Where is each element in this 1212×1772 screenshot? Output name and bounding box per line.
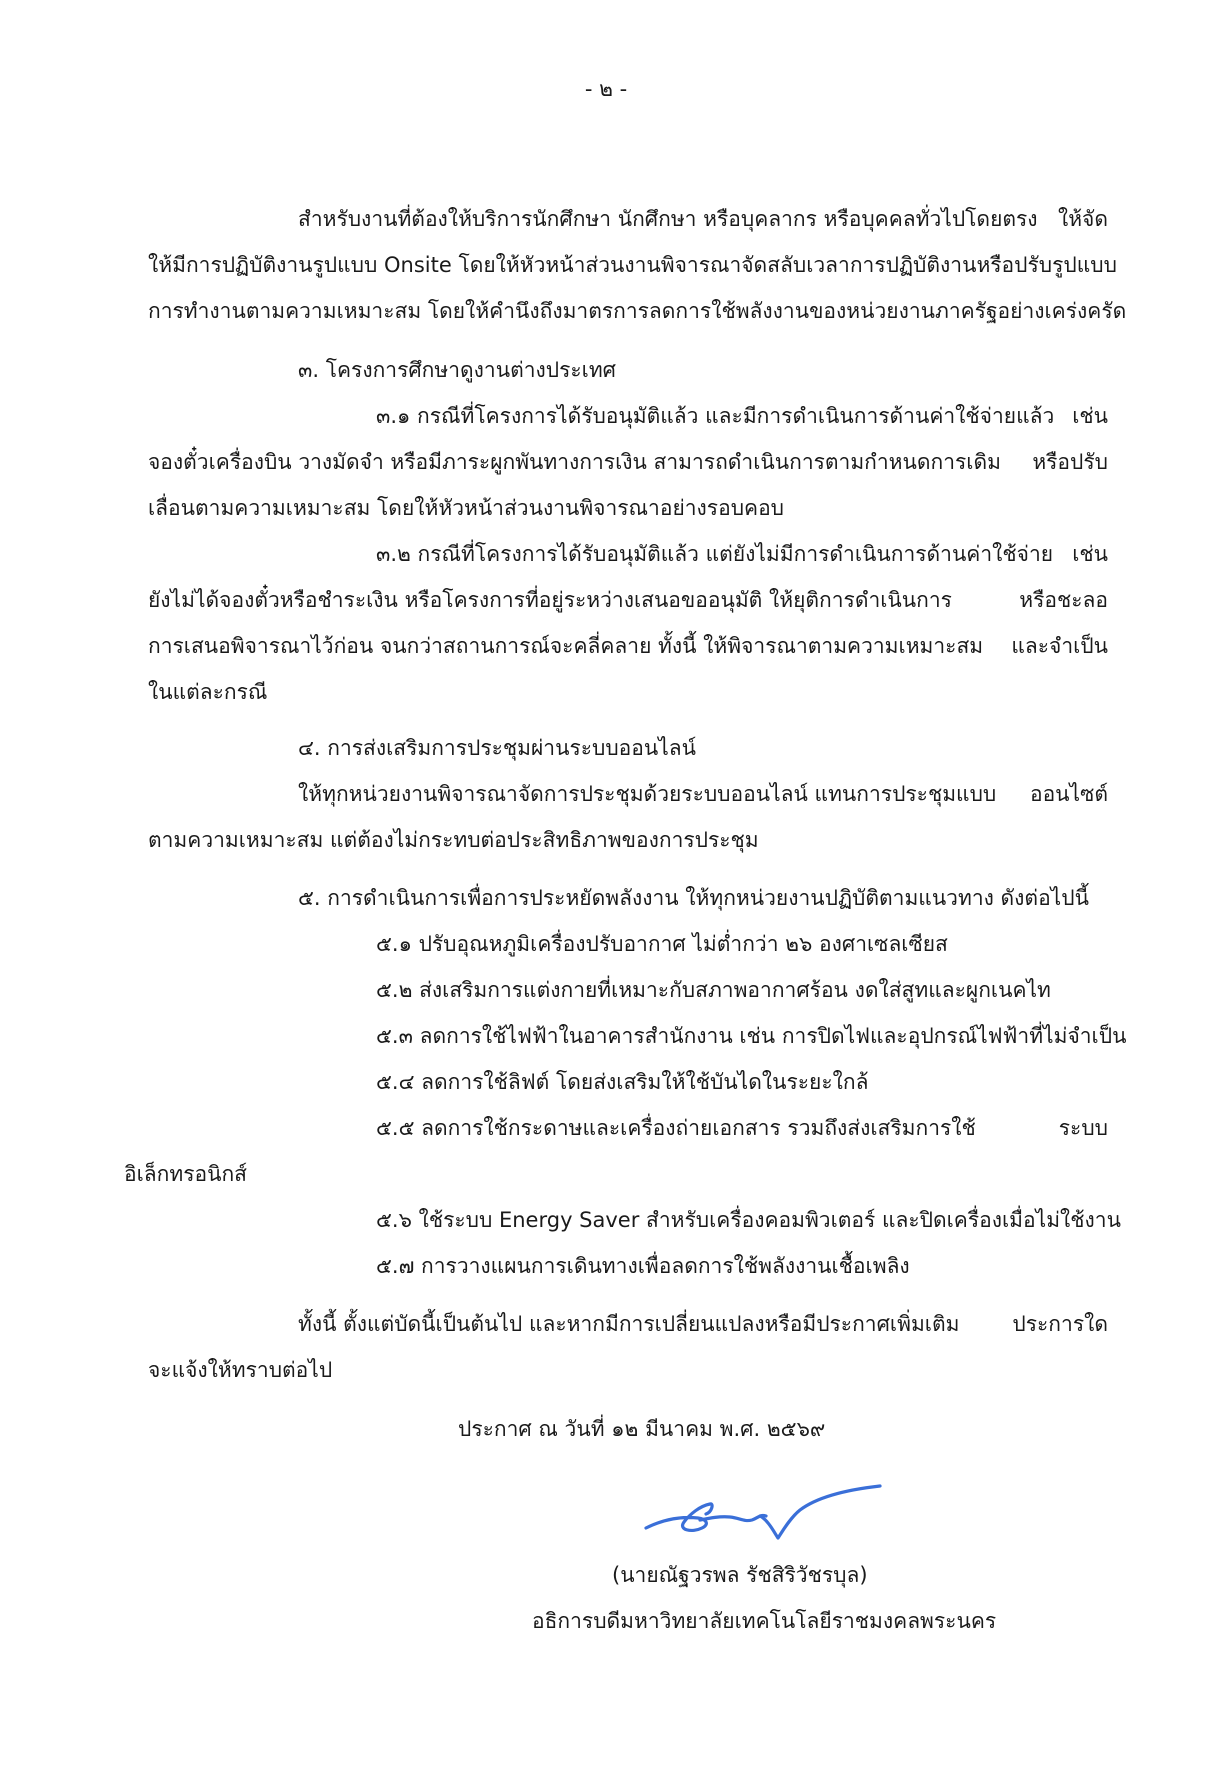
section-4-line-2: ตามความเหมาะสม แต่ต้องไม่กระทบต่อประสิทธิภาพของการประชุม [148,828,759,852]
section-3-1-line-1 [376,401,1108,431]
section-5-1: ๕.๑ ปรับอุณหภูมิเครื่องปรับอากาศ ไม่ต่ำกว่า ๒๖ องศาเซลเซียส [376,932,948,956]
section-3-2-line-1-end: เช่น [1072,542,1108,566]
section-5-3: ๕.๓ ลดการใช้ไฟฟ้าในอาคารสำนักงาน เช่น การปิดไฟและอุปกรณ์ไฟฟ้าที่ไม่จำเป็น [376,1024,1127,1048]
closing-line-1 [298,1309,1108,1339]
section-3-heading: ๓. โครงการศึกษาดูงานต่างประเทศ [298,358,616,382]
intro-line-1 [298,204,1108,234]
intro-line-1-text: สำหรับงานที่ต้องให้บริการนักศึกษา นักศึกษา หรือบุคลากร หรือบุคคลทั่วไปโดยตรง [298,207,1038,231]
section-4-line-1-end: ออนไซต์ [1029,782,1108,806]
section-5-5-end: ระบบ [1058,1116,1108,1140]
section-3-1-line-3: เลื่อนตามความเหมาะสม โดยให้หัวหน้าส่วนงานพิจารณาอย่างรอบคอบ [148,496,785,520]
section-5-5-text: ๕.๕ ลดการใช้กระดาษและเครื่องถ่ายเอกสาร รวมถึงส่งเสริมการใช้ [376,1116,976,1140]
section-3-2-line-2-text: ยังไม่ได้จองตั๋วหรือชำระเงิน หรือโครงการที่อยู่ระหว่างเสนอขออนุมัติ ให้ยุติการดำเนินการ [148,588,952,612]
section-3-1-line-1-end: เช่น [1072,404,1108,428]
section-3-2-line-4: ในแต่ละกรณี [148,680,268,704]
intro-line-2-end: หรือปรับรูปแบบ [976,253,1117,277]
section-3-1-line-2-end: หรือปรับ [1032,450,1108,474]
section-5-5 [376,1113,1108,1143]
section-3-2-line-1-text: ๓.๒ กรณีที่โครงการได้รับอนุมัติแล้ว แต่ยังไม่มีการดำเนินการด้านค่าใช้จ่าย [376,542,1054,566]
section-5-4: ๕.๔ ลดการใช้ลิฟต์ โดยส่งเสริมให้ใช้บันไดในระยะใกล้ [376,1070,869,1094]
section-3-1-line-2-text: จองตั๋วเครื่องบิน วางมัดจำ หรือมีภาระผูกพันทางการเงิน สามารถดำเนินการตามกำหนดการเดิม [148,450,1001,474]
closing-line-1-end: ประการใด [1012,1312,1108,1336]
page-number: - ๒ - [584,77,628,101]
intro-line-2 [148,250,1117,280]
section-3-2-line-3-end: และจำเป็น [1011,634,1108,658]
section-5-6: ๕.๖ ใช้ระบบ Energy Saver สำหรับเครื่องคอมพิวเตอร์ และปิดเครื่องเมื่อไม่ใช้งาน [376,1208,1121,1232]
section-3-1-line-1-text: ๓.๑ กรณีที่โครงการได้รับอนุมัติแล้ว และมีการดำเนินการด้านค่าใช้จ่ายแล้ว [376,404,1055,428]
section-5-5-continuation: อิเล็กทรอนิกส์ [124,1162,247,1186]
section-3-1-line-2 [148,447,1108,477]
section-4-line-1 [298,779,1108,809]
section-4-heading: ๔. การส่งเสริมการประชุมผ่านระบบออนไลน์ [298,736,697,760]
section-3-2-line-2 [148,585,1108,615]
section-5-heading: ๕. การดำเนินการเพื่อการประหยัดพลังงาน ให้ทุกหน่วยงานปฏิบัติตามแนวทาง ดังต่อไปนี้ [298,886,1089,910]
intro-line-2-text: ให้มีการปฏิบัติงานรูปแบบ Onsite โดยให้หัวหน้าส่วนงานพิจารณาจัดสลับเวลาการปฏิบัติงาน [148,253,977,277]
intro-line-1-end: ให้จัด [1057,207,1108,231]
signatory-title: อธิการบดีมหาวิทยาลัยเทคโนโลยีราชมงคลพระนคร [532,1609,997,1633]
closing-line-1-text: ทั้งนี้ ตั้งแต่บัดนี้เป็นต้นไป และหากมีการเปลี่ยนแปลงหรือมีประกาศเพิ่มเติม [298,1312,960,1336]
section-3-2-line-1 [376,539,1108,569]
section-4-line-1-text: ให้ทุกหน่วยงานพิจารณาจัดการประชุมด้วยระบบออนไลน์ แทนการประชุมแบบ [298,782,997,806]
announcement-date: ประกาศ ณ วันที่ ๑๒ มีนาคม พ.ศ. ๒๕๖๙ [458,1417,826,1441]
section-3-2-line-2-end: หรือชะลอ [1019,588,1108,612]
signatory-name: (นายณัฐวรพล รัชสิริวัชรบุล) [612,1563,868,1587]
closing-line-2: จะแจ้งให้ทราบต่อไป [148,1358,333,1382]
section-5-7: ๕.๗ การวางแผนการเดินทางเพื่อลดการใช้พลังงานเชื้อเพลิง [376,1254,910,1278]
handwritten-signature [640,1480,890,1550]
section-5-2: ๕.๒ ส่งเสริมการแต่งกายที่เหมาะกับสภาพอากาศร้อน งดใส่สูทและผูกเนคไท [376,978,1051,1002]
intro-line-3: การทำงานตามความเหมาะสม โดยให้คำนึงถึงมาตรการลดการใช้พลังงานของหน่วยงานภาครัฐอย่างเคร่งครัด [148,299,1127,323]
section-3-2-line-3 [148,631,1108,661]
section-3-2-line-3-text: การเสนอพิจารณาไว้ก่อน จนกว่าสถานการณ์จะคลี่คลาย ทั้งนี้ ให้พิจารณาตามความเหมาะสม [148,634,984,658]
